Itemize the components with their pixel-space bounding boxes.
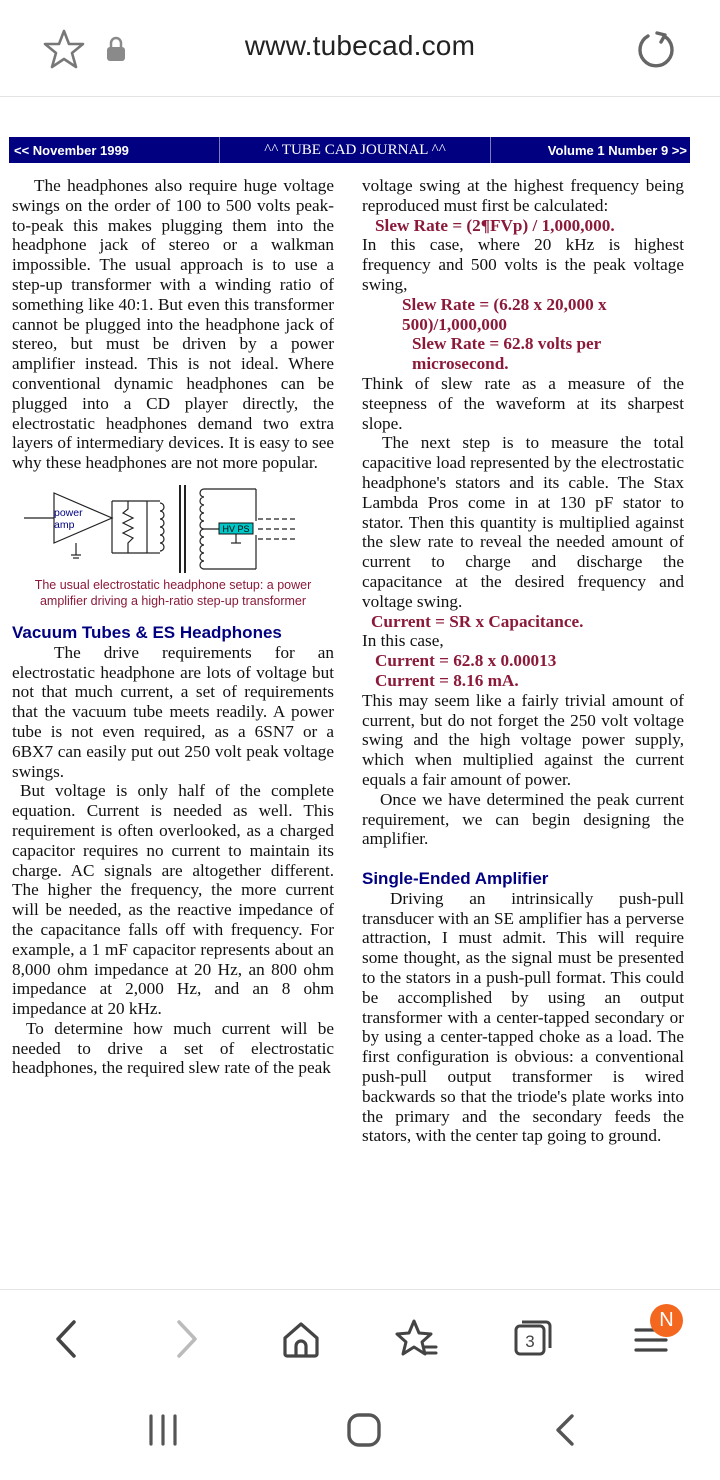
- address-bar-url[interactable]: www.tubecad.com: [244, 30, 476, 61]
- tab-count: 3: [525, 1332, 535, 1351]
- browser-toolbar: [0, 0, 720, 97]
- paragraph: The headphones also require huge voltage swings on the order of 100 to 500 volts peak-to-peak this makes plugging them into the headphone jack of stereo or a walkman impossible. The usual approach is to use a step-up transformer with a winding ratio of something like 40:1. But even this transformer cannot be plugged into the headphone jack of stereo, but must be driven by a power amplifier instead. This is not ideal. Where conventional dynamic headphones can be plugged into a CD player directly, the electrostatic headphones demand two extra layers of intermediary devices. It is easy to see why these headphones are not more popular.: [12, 176, 334, 473]
- paragraph: In this case,: [362, 631, 444, 651]
- formula: Slew Rate = (6.28 x 20,000 x 500)/1,000,000: [402, 294, 607, 334]
- figure-caption: The usual electrostatic headphone setup: a power amplifier driving a high-ratio step-up transformer: [34, 577, 312, 608]
- formula: Current = SR x Capacitance.: [371, 611, 584, 631]
- paragraph: In this case, where 20 kHz is highest frequency and 500 volts is the peak voltage swing,: [362, 235, 684, 294]
- home-nav-icon[interactable]: [344, 1410, 384, 1450]
- paragraph: Think of slew rate as a measure of the steepness of the waveform at its sharpest slope.: [362, 373, 684, 433]
- article-right-column: [362, 176, 684, 1146]
- browser-bottom-bar: [0, 1289, 720, 1386]
- back-arrow-icon[interactable]: [44, 1316, 90, 1362]
- headphone-setup-diagram: [12, 483, 334, 577]
- article-left-column: [12, 176, 334, 1078]
- paragraph: Driving an intrinsically push-pull transducer with an SE amplifier has a perverse attraction, I must admit. This will require some thought, as the signal must be presented to the stators in a push-pull format. This could be accomplished by using an output transformer with a center-tapped secondary or by using a center-tapped choke as a load. The first configuration is obvious: a conventional push-pull output transformer is wired backwards so that the triode's plate works into the primary and the secondary feeds the stators, with the center tap going to ground.: [362, 888, 684, 1146]
- paragraph: To determine how much current will be needed to drive a set of electrostatic headphones, the required slew rate of the peak: [12, 1018, 334, 1078]
- home-icon[interactable]: [278, 1316, 324, 1362]
- hvps-label: HV PS: [222, 523, 250, 534]
- formula: Current = 8.16 mA.: [375, 670, 519, 690]
- amp-label-2: amp: [54, 518, 75, 531]
- next-issue-link[interactable]: Volume 1 Number 9 >>: [547, 142, 687, 158]
- system-nav-bar: [0, 1386, 720, 1480]
- tabs-icon[interactable]: [510, 1316, 556, 1362]
- journal-title: ^^ TUBE CAD JOURNAL ^^: [220, 137, 491, 163]
- paragraph: voltage swing at the highest frequency being reproduced must first be calculated:: [362, 176, 684, 215]
- forward-arrow-icon[interactable]: [163, 1316, 209, 1362]
- reload-icon[interactable]: [634, 28, 678, 72]
- paragraph: But voltage is only half of the complete equation. Current is needed as well. This requirement is often overlooked, as a charged capacitor requires no current to maintain its charge. AC signals are altogether different. The higher the frequency, the more current will be needed, as the reactive impedance of the capacitance falls off with frequency. For example, a 1 mF capacitor represents about an 8,000 ohm impedance at 20 Hz, an 800 ohm impedance at 2,000 Hz, and an 8 ohm impedance at 20 kHz.: [12, 781, 334, 1019]
- formula: Slew Rate = 62.8 volts per microsecond.: [412, 334, 601, 374]
- profile-notification-badge[interactable]: N: [650, 1304, 683, 1337]
- bookmarks-icon[interactable]: [394, 1316, 440, 1362]
- formula: Slew Rate = (2¶FVp) / 1,000,000.: [375, 215, 615, 235]
- section-heading: Single-Ended Amplifier: [362, 869, 549, 889]
- journal-nav-bar: [9, 137, 690, 163]
- paragraph: The drive requirements for an electrostatic headphone are lots of voltage but not that much current, a set of requirements that the vacuum tube meets readily. A power tube is not even required, as a 6SN7 or a 6BX7 can easily put out 250 volt peak voltage swings.: [12, 642, 334, 781]
- amp-label-1: power: [54, 506, 83, 519]
- paragraph: Once we have determined the peak current requirement, we can begin designing the amplifier.: [362, 789, 684, 849]
- system-back-icon[interactable]: [546, 1410, 586, 1450]
- section-heading: Vacuum Tubes & ES Headphones: [12, 622, 282, 642]
- prev-issue-link[interactable]: << November 1999: [9, 137, 220, 163]
- recent-apps-icon[interactable]: [143, 1410, 183, 1450]
- formula: Current = 62.8 x 0.00013: [375, 651, 557, 671]
- paragraph: The next step is to measure the total capacitive load represented by the electrostatic headphone's stators and its cable. The Stax Lambda Pros come in at 130 pF stator to stator. Then this quantity is multiplied against the slew rate to reveal the needed amount of current to charge and discharge the capacitance at the desired frequency and voltage swing.: [362, 433, 684, 611]
- paragraph: This may seem like a fairly trivial amount of current, but do not forget the 250 volt voltage swing and the high voltage power supply, which when multiplied against the current equals a fair amount of power.: [362, 690, 684, 789]
